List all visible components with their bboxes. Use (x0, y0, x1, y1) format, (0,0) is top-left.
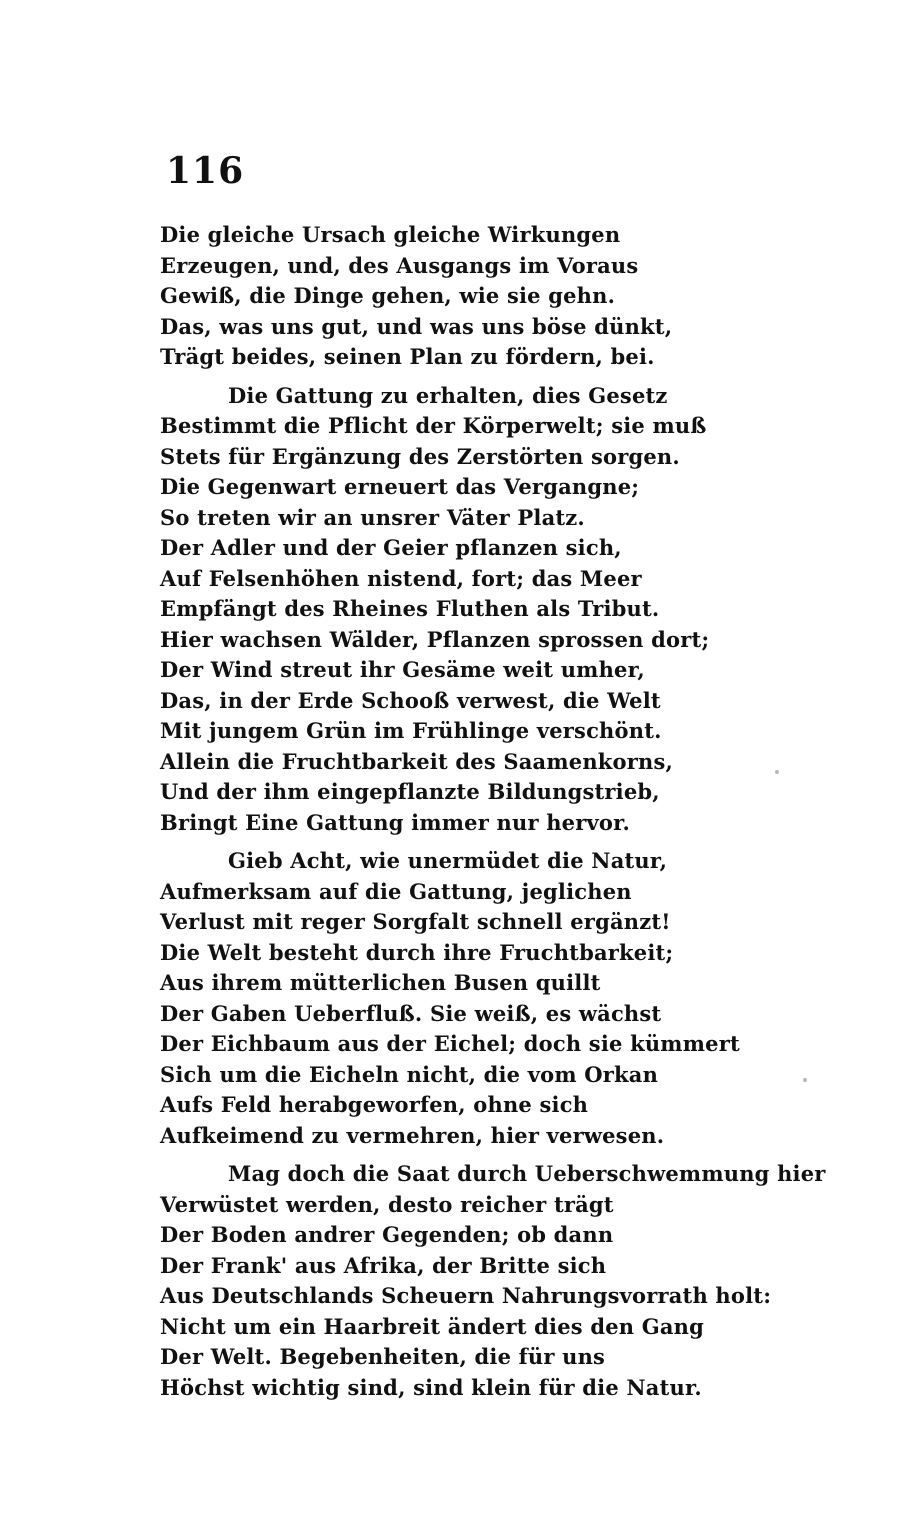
poem-line: Mit jungem Grün im Frühlinge verschönt. (160, 718, 662, 743)
poem-line: Der Frank' aus Afrika, der Britte sich (160, 1252, 607, 1278)
poem-line: Erzeugen, und, des Ausgangs im Voraus (160, 252, 639, 278)
poem-line: Bestimmt die Pflicht der Körperwelt; sie muß (160, 413, 707, 438)
poem-line: Sich um die Eicheln nicht, die vom Orkan (160, 1061, 659, 1087)
poem-line: Aus Deutschlands Scheuern Nahrungsvorrath holt: (160, 1283, 772, 1308)
poem-line: Der Boden andrer Gegenden; ob dann (160, 1222, 614, 1247)
poem-line: Gieb Acht, wie unermüdet die Natur, (228, 848, 668, 873)
poem-line: Trägt beides, seinen Plan zu fördern, bei. (160, 344, 655, 369)
poem-line: Der Adler und der Geier pflanzen sich, (160, 535, 622, 560)
poem-line: Der Welt. Begebenheiten, die für uns (160, 1344, 606, 1369)
paper-speck (775, 770, 779, 774)
poem-line: Aufkeimend zu vermehren, hier verwesen. (160, 1122, 665, 1148)
poem-text (160, 220, 840, 1403)
poem-line: Allein die Fruchtbarkeit des Saamenkorns, (160, 748, 674, 774)
poem-line: Aufmerksam auf die Gattung, jeglichen (160, 878, 632, 904)
poem-line: Die Gattung zu erhalten, dies Gesetz (228, 382, 668, 408)
poem-line: Der Eichbaum aus der Eichel; doch sie kümmert (160, 1031, 740, 1056)
poem-line: Mag doch die Saat durch Ueberschwemmung hier (228, 1161, 826, 1186)
stanza-2 (160, 381, 840, 839)
poem-line: Der Gaben Ueberfluß. Sie weiß, es wächst (160, 1000, 662, 1026)
poem-line: Empfängt des Rheines Fluthen als Tribut. (160, 596, 660, 621)
poem-line: Verlust mit reger Sorgfalt schnell ergänzt! (160, 909, 671, 934)
poem-line: Bringt Eine Gattung immer nur hervor. (160, 809, 630, 835)
poem-line: Stets für Ergänzung des Zerstörten sorgen. (160, 443, 680, 469)
poem-line: Der Wind streut ihr Gesäme weit umher, (160, 657, 645, 682)
poem-line: Nicht um ein Haarbreit ändert dies den Gang (160, 1313, 705, 1339)
page-number: 116 (166, 150, 245, 192)
poem-line: Gewiß, die Dinge gehen, wie sie gehn. (160, 283, 616, 308)
poem-line: Die gleiche Ursach gleiche Wirkungen (160, 222, 621, 247)
stanza-1 (160, 220, 840, 373)
paper-speck (803, 1078, 807, 1082)
poem-line: Aus ihrem mütterlichen Busen quillt (160, 970, 601, 995)
stanza-4 (160, 1159, 840, 1403)
poem-line: Aufs Feld herabgeworfen, ohne sich (160, 1092, 589, 1117)
poem-line: Auf Felsenhöhen nistend, fort; das Meer (160, 565, 642, 591)
stanza-3 (160, 846, 840, 1151)
poem-line: Höchst wichtig sind, sind klein für die Natur. (160, 1374, 702, 1400)
poem-line: Das, in der Erde Schooß verwest, die Welt (160, 687, 661, 713)
poem-line: Verwüstet werden, desto reicher trägt (160, 1191, 614, 1217)
poem-line: So treten wir an unsrer Väter Platz. (160, 504, 585, 530)
poem-line: Die Gegenwart erneuert das Vergangne; (160, 474, 640, 499)
poem-line: Die Welt besteht durch ihre Fruchtbarkeit; (160, 939, 674, 965)
poem-line: Das, was uns gut, und was uns böse dünkt, (160, 313, 673, 339)
poem-line: Hier wachsen Wälder, Pflanzen sprossen dort; (160, 626, 710, 652)
poem-line: Und der ihm eingepflanzte Bildungstrieb, (160, 779, 660, 804)
